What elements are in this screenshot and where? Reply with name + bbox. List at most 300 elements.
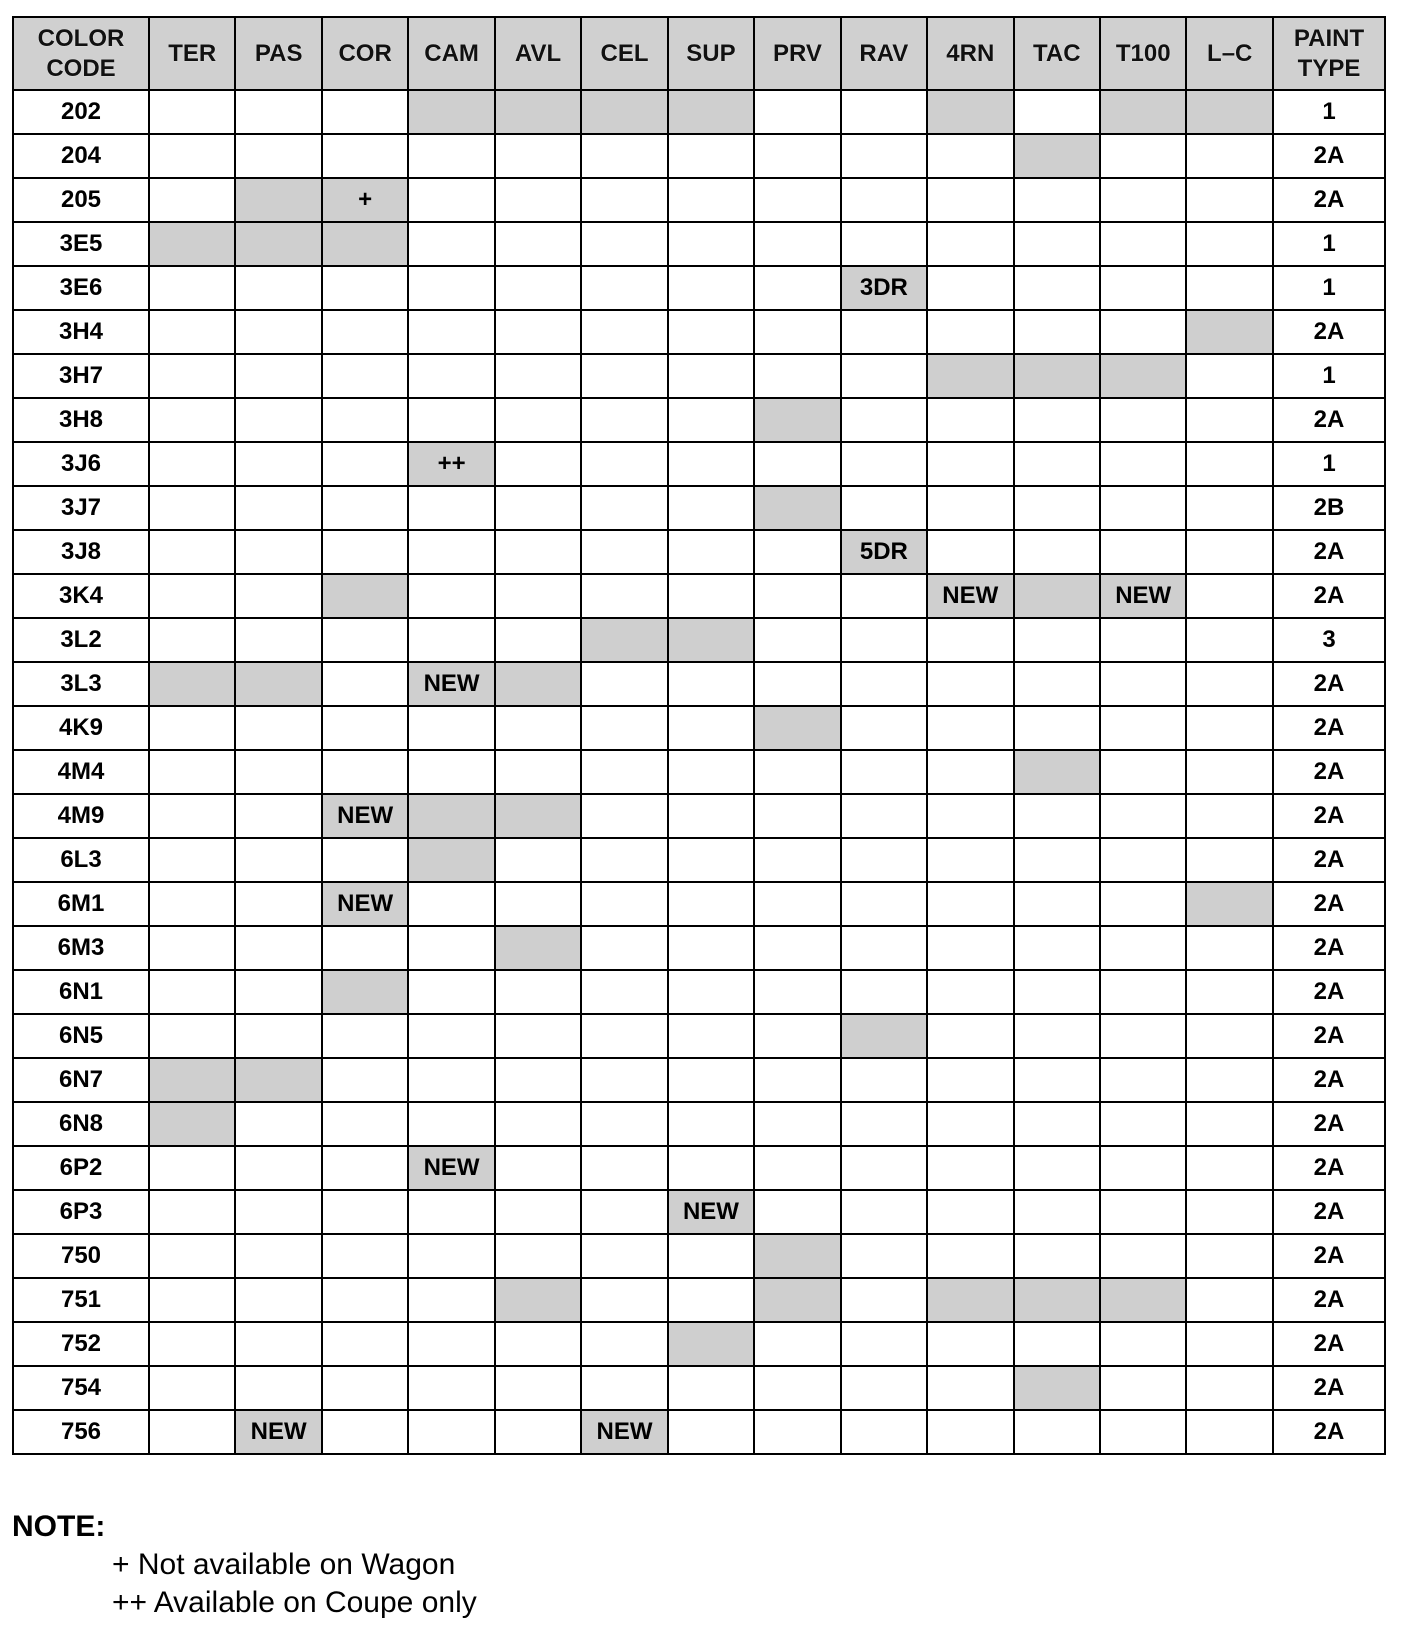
empty-cell — [841, 750, 927, 794]
empty-cell — [322, 1278, 408, 1322]
available-cell — [149, 662, 235, 706]
empty-cell — [322, 530, 408, 574]
paint-type-cell: 2A — [1273, 750, 1385, 794]
empty-cell — [235, 1278, 321, 1322]
empty-cell — [581, 926, 667, 970]
paint-type-cell: 1 — [1273, 222, 1385, 266]
table-row — [13, 1410, 1385, 1454]
paint-type-cell: 2A — [1273, 178, 1385, 222]
empty-cell — [581, 134, 667, 178]
empty-cell — [927, 310, 1013, 354]
empty-cell — [1186, 838, 1273, 882]
paint-type-cell: 2A — [1273, 1278, 1385, 1322]
paint-type-cell: 2A — [1273, 794, 1385, 838]
empty-cell — [408, 222, 494, 266]
empty-cell — [841, 882, 927, 926]
empty-cell — [841, 1058, 927, 1102]
available-cell — [1014, 750, 1100, 794]
empty-cell — [1100, 530, 1186, 574]
available-cell: 5DR — [841, 530, 927, 574]
empty-cell — [841, 398, 927, 442]
column-header: COR — [322, 17, 408, 90]
empty-cell — [927, 178, 1013, 222]
paint-type-cell: 2A — [1273, 1146, 1385, 1190]
empty-cell — [1100, 1366, 1186, 1410]
paint-type-cell: 2A — [1273, 1410, 1385, 1454]
table-row — [13, 442, 1385, 486]
empty-cell — [235, 1014, 321, 1058]
color-code-cell: 6N7 — [13, 1058, 149, 1102]
empty-cell — [668, 794, 754, 838]
empty-cell — [1186, 1278, 1273, 1322]
empty-cell — [1014, 178, 1100, 222]
empty-cell — [754, 90, 840, 134]
available-cell — [1014, 1278, 1100, 1322]
empty-cell — [668, 662, 754, 706]
empty-cell — [235, 1322, 321, 1366]
empty-cell — [841, 310, 927, 354]
empty-cell — [668, 1102, 754, 1146]
table-row — [13, 1278, 1385, 1322]
empty-cell — [1014, 706, 1100, 750]
empty-cell — [841, 706, 927, 750]
empty-cell — [149, 530, 235, 574]
empty-cell — [754, 1322, 840, 1366]
empty-cell — [841, 134, 927, 178]
empty-cell — [754, 530, 840, 574]
empty-cell — [581, 310, 667, 354]
empty-cell — [668, 178, 754, 222]
empty-cell — [322, 1058, 408, 1102]
available-cell — [235, 178, 321, 222]
empty-cell — [408, 1102, 494, 1146]
empty-cell — [581, 1146, 667, 1190]
empty-cell — [1100, 750, 1186, 794]
empty-cell — [581, 266, 667, 310]
column-header: L–C — [1186, 17, 1273, 90]
empty-cell — [149, 882, 235, 926]
empty-cell — [1014, 1190, 1100, 1234]
empty-cell — [235, 442, 321, 486]
empty-cell — [1100, 662, 1186, 706]
empty-cell — [1014, 486, 1100, 530]
empty-cell — [408, 1190, 494, 1234]
empty-cell — [1014, 970, 1100, 1014]
empty-cell — [235, 530, 321, 574]
empty-cell — [1100, 882, 1186, 926]
available-cell — [668, 90, 754, 134]
column-header: COLOR CODE — [13, 17, 149, 90]
empty-cell — [581, 1058, 667, 1102]
empty-cell — [408, 1322, 494, 1366]
empty-cell — [927, 1058, 1013, 1102]
column-header: CEL — [581, 17, 667, 90]
available-cell: NEW — [235, 1410, 321, 1454]
empty-cell — [495, 750, 581, 794]
empty-cell — [927, 486, 1013, 530]
empty-cell — [322, 662, 408, 706]
empty-cell — [322, 310, 408, 354]
paint-type-cell: 2A — [1273, 1058, 1385, 1102]
empty-cell — [408, 1278, 494, 1322]
empty-cell — [581, 530, 667, 574]
empty-cell — [581, 794, 667, 838]
empty-cell — [841, 354, 927, 398]
empty-cell — [841, 1190, 927, 1234]
empty-cell — [235, 838, 321, 882]
empty-cell — [1186, 1366, 1273, 1410]
empty-cell — [668, 222, 754, 266]
color-code-cell: 3K4 — [13, 574, 149, 618]
empty-cell — [668, 926, 754, 970]
empty-cell — [927, 1190, 1013, 1234]
empty-cell — [495, 882, 581, 926]
empty-cell — [408, 882, 494, 926]
empty-cell — [495, 574, 581, 618]
empty-cell — [408, 574, 494, 618]
column-header: RAV — [841, 17, 927, 90]
empty-cell — [1100, 794, 1186, 838]
empty-cell — [1186, 1190, 1273, 1234]
empty-cell — [408, 1234, 494, 1278]
column-header: PRV — [754, 17, 840, 90]
table-row — [13, 838, 1385, 882]
empty-cell — [1014, 222, 1100, 266]
note-line-wagon: + Not available on Wagon — [112, 1548, 456, 1581]
empty-cell — [927, 882, 1013, 926]
empty-cell — [927, 398, 1013, 442]
color-code-cell: 4M4 — [13, 750, 149, 794]
empty-cell — [927, 794, 1013, 838]
empty-cell — [581, 398, 667, 442]
column-header: TER — [149, 17, 235, 90]
empty-cell — [927, 1410, 1013, 1454]
column-header: PAINT TYPE — [1273, 17, 1385, 90]
color-code-cell: 3E6 — [13, 266, 149, 310]
empty-cell — [322, 1146, 408, 1190]
color-code-cell: 756 — [13, 1410, 149, 1454]
available-cell — [754, 1234, 840, 1278]
available-cell — [1100, 1278, 1186, 1322]
empty-cell — [668, 574, 754, 618]
empty-cell — [1014, 1102, 1100, 1146]
empty-cell — [149, 838, 235, 882]
empty-cell — [235, 1366, 321, 1410]
empty-cell — [408, 310, 494, 354]
column-header: T100 — [1100, 17, 1186, 90]
empty-cell — [668, 134, 754, 178]
empty-cell — [408, 926, 494, 970]
paint-type-cell: 2A — [1273, 838, 1385, 882]
empty-cell — [668, 970, 754, 1014]
empty-cell — [1186, 1102, 1273, 1146]
empty-cell — [841, 574, 927, 618]
empty-cell — [581, 1278, 667, 1322]
paint-type-cell: 2A — [1273, 1234, 1385, 1278]
available-cell — [495, 662, 581, 706]
empty-cell — [322, 1234, 408, 1278]
empty-cell — [581, 486, 667, 530]
empty-cell — [927, 662, 1013, 706]
empty-cell — [1186, 398, 1273, 442]
empty-cell — [1186, 266, 1273, 310]
available-cell: 3DR — [841, 266, 927, 310]
available-cell — [408, 794, 494, 838]
available-cell — [668, 1322, 754, 1366]
empty-cell — [149, 970, 235, 1014]
table-row — [13, 222, 1385, 266]
empty-cell — [149, 1278, 235, 1322]
empty-cell — [1100, 838, 1186, 882]
empty-cell — [754, 222, 840, 266]
available-cell: NEW — [322, 882, 408, 926]
empty-cell — [235, 486, 321, 530]
empty-cell — [581, 574, 667, 618]
empty-cell — [1100, 1058, 1186, 1102]
available-cell — [495, 794, 581, 838]
empty-cell — [841, 794, 927, 838]
empty-cell — [754, 574, 840, 618]
empty-cell — [927, 618, 1013, 662]
available-cell — [581, 618, 667, 662]
available-cell — [668, 618, 754, 662]
empty-cell — [1100, 1322, 1186, 1366]
empty-cell — [1100, 310, 1186, 354]
empty-cell — [149, 1366, 235, 1410]
empty-cell — [668, 486, 754, 530]
empty-cell — [1186, 618, 1273, 662]
empty-cell — [495, 486, 581, 530]
empty-cell — [1014, 1322, 1100, 1366]
available-cell: ++ — [408, 442, 494, 486]
empty-cell — [927, 1234, 1013, 1278]
empty-cell — [1100, 1102, 1186, 1146]
color-code-cell: 6P3 — [13, 1190, 149, 1234]
empty-cell — [235, 1146, 321, 1190]
empty-cell — [1186, 134, 1273, 178]
color-code-cell: 6N5 — [13, 1014, 149, 1058]
empty-cell — [1014, 662, 1100, 706]
empty-cell — [149, 574, 235, 618]
empty-cell — [1100, 1234, 1186, 1278]
paint-type-cell: 2A — [1273, 662, 1385, 706]
empty-cell — [841, 1410, 927, 1454]
empty-cell — [149, 1410, 235, 1454]
empty-cell — [1014, 398, 1100, 442]
available-cell — [1186, 310, 1273, 354]
empty-cell — [927, 706, 1013, 750]
empty-cell — [1014, 1234, 1100, 1278]
empty-cell — [581, 1190, 667, 1234]
available-cell — [841, 1014, 927, 1058]
table-row — [13, 266, 1385, 310]
column-header: TAC — [1014, 17, 1100, 90]
empty-cell — [927, 134, 1013, 178]
empty-cell — [235, 750, 321, 794]
color-code-cell: 3L2 — [13, 618, 149, 662]
table-row — [13, 662, 1385, 706]
empty-cell — [235, 926, 321, 970]
empty-cell — [408, 1014, 494, 1058]
color-code-cell: 3H7 — [13, 354, 149, 398]
table-row — [13, 1102, 1385, 1146]
table-row — [13, 486, 1385, 530]
empty-cell — [408, 1410, 494, 1454]
empty-cell — [1186, 354, 1273, 398]
available-cell — [1100, 354, 1186, 398]
header-row — [13, 17, 1385, 90]
empty-cell — [322, 618, 408, 662]
empty-cell — [322, 134, 408, 178]
empty-cell — [668, 1014, 754, 1058]
empty-cell — [495, 1322, 581, 1366]
empty-cell — [495, 1366, 581, 1410]
empty-cell — [495, 838, 581, 882]
empty-cell — [495, 398, 581, 442]
empty-cell — [1100, 970, 1186, 1014]
empty-cell — [495, 354, 581, 398]
empty-cell — [1100, 442, 1186, 486]
empty-cell — [1100, 1146, 1186, 1190]
empty-cell — [668, 882, 754, 926]
empty-cell — [1014, 882, 1100, 926]
table-row — [13, 1234, 1385, 1278]
available-cell — [754, 706, 840, 750]
empty-cell — [1014, 1146, 1100, 1190]
color-code-cell: 3J7 — [13, 486, 149, 530]
color-code-cell: 205 — [13, 178, 149, 222]
available-cell — [495, 926, 581, 970]
empty-cell — [1186, 926, 1273, 970]
available-cell — [408, 90, 494, 134]
empty-cell — [668, 706, 754, 750]
available-cell: NEW — [408, 662, 494, 706]
empty-cell — [495, 706, 581, 750]
empty-cell — [149, 706, 235, 750]
empty-cell — [1100, 926, 1186, 970]
empty-cell — [149, 1322, 235, 1366]
color-code-cell: 6M1 — [13, 882, 149, 926]
paint-type-cell: 1 — [1273, 354, 1385, 398]
empty-cell — [841, 486, 927, 530]
empty-cell — [754, 1058, 840, 1102]
available-cell — [495, 1278, 581, 1322]
table-row — [13, 354, 1385, 398]
empty-cell — [668, 1366, 754, 1410]
empty-cell — [322, 90, 408, 134]
empty-cell — [1014, 1410, 1100, 1454]
column-header: PAS — [235, 17, 321, 90]
available-cell — [235, 222, 321, 266]
table-row — [13, 750, 1385, 794]
empty-cell — [149, 486, 235, 530]
empty-cell — [149, 354, 235, 398]
note-line-coupe: ++ Available on Coupe only — [112, 1586, 477, 1619]
empty-cell — [581, 750, 667, 794]
empty-cell — [581, 1366, 667, 1410]
empty-cell — [1014, 1058, 1100, 1102]
color-code-cell: 202 — [13, 90, 149, 134]
empty-cell — [495, 1234, 581, 1278]
available-cell — [1014, 574, 1100, 618]
paint-type-cell: 1 — [1273, 266, 1385, 310]
available-cell — [754, 398, 840, 442]
empty-cell — [1186, 706, 1273, 750]
empty-cell — [495, 1102, 581, 1146]
empty-cell — [408, 486, 494, 530]
empty-cell — [149, 1146, 235, 1190]
available-cell — [1186, 882, 1273, 926]
empty-cell — [581, 662, 667, 706]
empty-cell — [1014, 618, 1100, 662]
paint-type-cell: 2A — [1273, 530, 1385, 574]
available-cell: NEW — [927, 574, 1013, 618]
paint-type-cell: 2A — [1273, 1014, 1385, 1058]
empty-cell — [754, 926, 840, 970]
empty-cell — [1014, 442, 1100, 486]
empty-cell — [149, 1190, 235, 1234]
available-cell — [322, 222, 408, 266]
empty-cell — [841, 178, 927, 222]
empty-cell — [1186, 662, 1273, 706]
empty-cell — [1186, 486, 1273, 530]
color-code-cell: 3J8 — [13, 530, 149, 574]
column-header: 4RN — [927, 17, 1013, 90]
empty-cell — [1186, 222, 1273, 266]
empty-cell — [1100, 706, 1186, 750]
empty-cell — [668, 838, 754, 882]
empty-cell — [235, 970, 321, 1014]
empty-cell — [149, 618, 235, 662]
empty-cell — [1186, 574, 1273, 618]
empty-cell — [927, 1146, 1013, 1190]
paint-type-cell: 2B — [1273, 486, 1385, 530]
available-cell — [1014, 134, 1100, 178]
empty-cell — [495, 530, 581, 574]
empty-cell — [927, 1366, 1013, 1410]
empty-cell — [322, 1410, 408, 1454]
empty-cell — [754, 1410, 840, 1454]
color-code-cell: 3L3 — [13, 662, 149, 706]
color-code-cell: 3E5 — [13, 222, 149, 266]
empty-cell — [1100, 222, 1186, 266]
empty-cell — [754, 266, 840, 310]
empty-cell — [754, 750, 840, 794]
empty-cell — [1014, 794, 1100, 838]
color-code-cell: 750 — [13, 1234, 149, 1278]
empty-cell — [754, 310, 840, 354]
empty-cell — [1100, 266, 1186, 310]
color-code-cell: 4K9 — [13, 706, 149, 750]
empty-cell — [322, 398, 408, 442]
empty-cell — [668, 750, 754, 794]
paint-type-cell: 2A — [1273, 310, 1385, 354]
empty-cell — [581, 838, 667, 882]
paint-type-cell: 2A — [1273, 574, 1385, 618]
empty-cell — [149, 926, 235, 970]
color-code-cell: 751 — [13, 1278, 149, 1322]
empty-cell — [149, 310, 235, 354]
empty-cell — [149, 178, 235, 222]
paint-type-cell: 3 — [1273, 618, 1385, 662]
empty-cell — [495, 134, 581, 178]
empty-cell — [1186, 1014, 1273, 1058]
empty-cell — [408, 1366, 494, 1410]
table-row — [13, 882, 1385, 926]
available-cell — [927, 354, 1013, 398]
empty-cell — [149, 266, 235, 310]
empty-cell — [754, 1146, 840, 1190]
